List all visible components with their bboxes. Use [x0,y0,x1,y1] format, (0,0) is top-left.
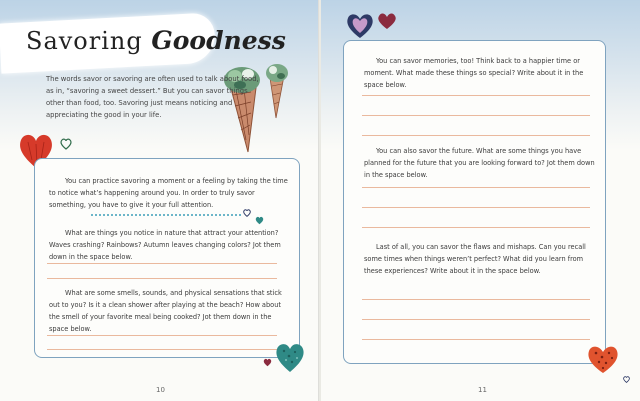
dotted-divider [91,214,241,216]
heart-icon [377,12,397,30]
heart-icon [263,358,272,367]
small-heart-outline-icon [60,138,72,150]
writing-line[interactable] [362,227,590,228]
writing-line[interactable] [362,187,590,188]
page-number-right: 11 [478,386,487,394]
box-intro-paragraph: You can practice savoring a moment or a feeling by taking the time to notice what’s happening around you. In order to truly savor something, you have to give it your full attention. [49,177,288,209]
writing-line[interactable] [47,335,277,336]
title-word-savoring: Savoring [26,27,143,55]
right-page [321,0,640,401]
writing-line[interactable] [362,319,590,320]
watercolor-heart-icon [345,12,375,40]
prompt-future: You can also savor the future. What are some things you have planned for the future that you are looking forward to? Jot them down in the space below. [364,147,595,179]
left-page [0,0,319,401]
writing-line[interactable] [362,299,590,300]
watercolor-heart-icon [275,340,305,374]
right-writing-box [343,40,606,364]
prompt-nature: What are things you notice in nature that attract your attention? Waves crashing? Rainbows? Autumn leaves changing colors? Jot them down in the space below. [49,229,281,261]
prompt-sensations: What are some smells, sounds, and physical sensations that stick out to you? Is it a clean shower after playing at the beach? How about the smell of your favorite meal being cooked? Jot them down in the space below. [49,289,282,333]
writing-line[interactable] [362,95,590,96]
left-writing-box [34,158,300,358]
prompt-flaws: Last of all, you can savor the flaws and mishaps. Can you recall some times when things weren’t perfect? What did you learn from these experiences? Write about it in the space below. [364,243,586,275]
page-number-left: 10 [156,386,165,394]
small-heart-outline-icon [243,209,251,217]
writing-line[interactable] [362,207,590,208]
title-word-goodness: Goodness [151,26,286,55]
writing-line[interactable] [362,339,590,340]
writing-line[interactable] [47,349,277,350]
writing-line[interactable] [47,278,277,279]
writing-line[interactable] [362,135,590,136]
small-heart-outline-icon [255,216,264,225]
prompt-memories: You can savor memories, too! Think back to a happier time or moment. What made these things so special? Write about it in the space below. [364,57,584,89]
intro-paragraph: The words savor or savoring are often used to talk about food, as in, “savoring a sweet dessert.” But you can savor things other than food, too. Savoring just means noticing and appreciating the good in your life. [46,75,259,119]
small-heart-outline-icon [623,376,630,383]
writing-line[interactable] [47,263,277,264]
writing-line[interactable] [362,115,590,116]
watercolor-heart-icon [586,343,620,375]
